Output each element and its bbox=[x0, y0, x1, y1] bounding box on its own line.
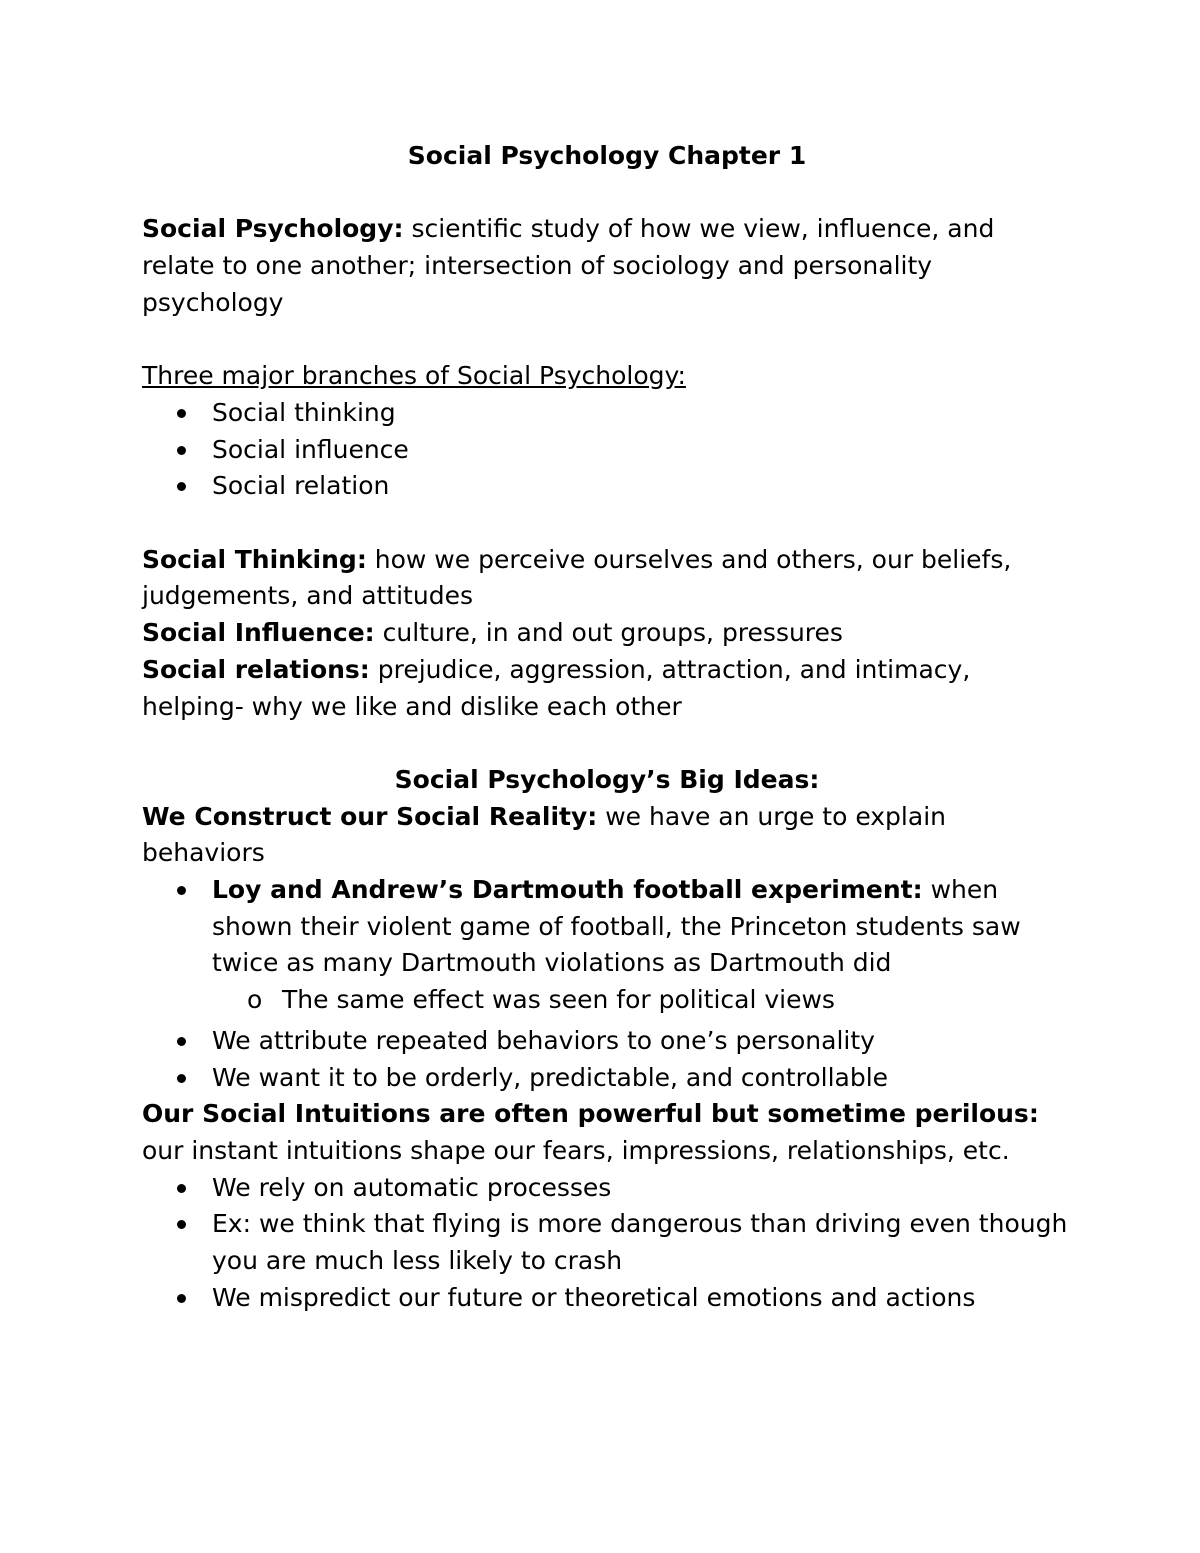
idea-term: Our Social Intuitions are often powerful but sometime perilous: bbox=[142, 1099, 1039, 1129]
sub-list-item: o The same effect was seen for political views bbox=[142, 982, 1072, 1019]
idea-term: We Construct our Social Reality: bbox=[142, 801, 598, 831]
list-item: We attribute repeated behaviors to one’s personality bbox=[142, 1023, 1072, 1060]
idea2-list bbox=[142, 1170, 1072, 1317]
spacer bbox=[142, 322, 1072, 359]
list-item: Ex: we think that flying is more dangerous than driving even though you are much less likely to crash bbox=[142, 1206, 1072, 1279]
term-label: Social Influence: bbox=[142, 618, 375, 648]
list-item: Social thinking bbox=[142, 395, 1072, 432]
experiment-text: when shown their violent game of football, the Princeton students saw twice as many Dartmouth violations as Dartmouth did bbox=[212, 875, 1021, 978]
spacer bbox=[142, 725, 1072, 762]
big-ideas-heading: Social Psychology’s Big Ideas: bbox=[394, 764, 820, 794]
term-label: Social relations: bbox=[142, 654, 370, 684]
document-title: Social Psychology Chapter 1 bbox=[407, 141, 807, 170]
term-paragraph-social-relations bbox=[142, 652, 1072, 725]
idea-text: we have an urge to explain behaviors bbox=[142, 801, 946, 868]
term-paragraph-social-thinking bbox=[142, 542, 1072, 615]
term-text: culture, in and out groups, pressures bbox=[374, 618, 843, 648]
term-label: Social Thinking: bbox=[142, 544, 367, 574]
spacer bbox=[142, 505, 1072, 542]
branches-heading-text: Three major branches of Social Psychology: bbox=[142, 361, 686, 391]
branches-list bbox=[142, 395, 1072, 505]
definition-paragraph bbox=[142, 211, 1072, 321]
document-page bbox=[142, 138, 1072, 1316]
list-item: We want it to be orderly, predictable, and controllable bbox=[142, 1060, 1072, 1097]
term-paragraph-social-influence bbox=[142, 615, 1072, 652]
experiment-term: Loy and Andrew’s Dartmouth football experiment: bbox=[212, 875, 923, 904]
sub-list bbox=[142, 982, 1072, 1019]
term-text: how we perceive ourselves and others, our beliefs, judgements, and attitudes bbox=[142, 544, 1012, 611]
idea-text: our instant intuitions shape our fears, impressions, relationships, etc. bbox=[142, 1135, 1010, 1165]
list-item: We rely on automatic processes bbox=[142, 1170, 1072, 1207]
definition-term: Social Psychology: bbox=[142, 214, 404, 244]
list-item: Social relation bbox=[142, 468, 1072, 505]
branches-heading bbox=[142, 358, 1072, 395]
idea-paragraph-social-intuitions bbox=[142, 1096, 1072, 1169]
idea1-list bbox=[142, 872, 1072, 1096]
spacer bbox=[142, 175, 1072, 212]
idea-paragraph-social-reality bbox=[142, 799, 1072, 872]
list-item bbox=[142, 872, 1072, 1019]
definition-text: scientific study of how we view, influence, and relate to one another; intersection of sociology and personality psychology bbox=[142, 214, 995, 317]
list-item: Social influence bbox=[142, 432, 1072, 469]
list-item: We mispredict our future or theoretical emotions and actions bbox=[142, 1280, 1072, 1317]
term-text: prejudice, aggression, attraction, and intimacy, helping- why we like and dislike each other bbox=[142, 654, 971, 721]
